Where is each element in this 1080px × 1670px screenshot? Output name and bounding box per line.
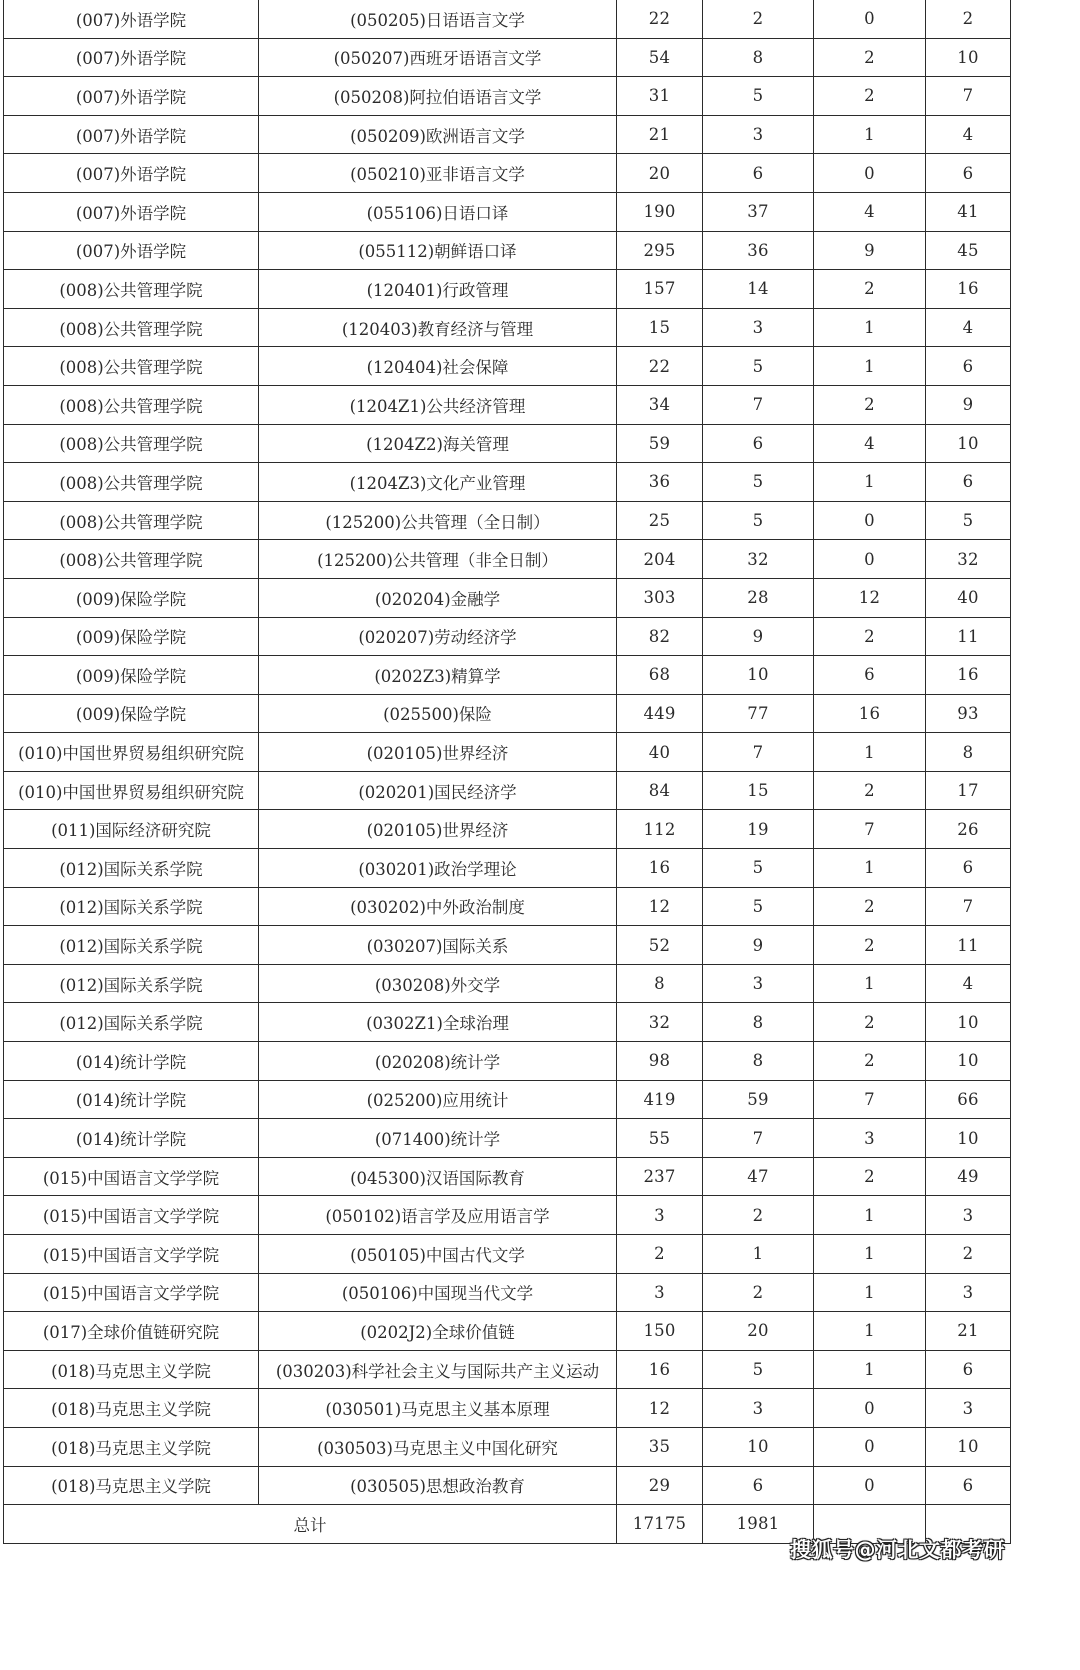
- major-cell: (020105)世界经济: [259, 810, 617, 849]
- major-cell: (030202)中外政治制度: [259, 887, 617, 926]
- college-cell: (018)马克思主义学院: [4, 1427, 259, 1466]
- admitted-cell: 2: [703, 1273, 814, 1312]
- admitted-cell: 15: [703, 771, 814, 810]
- applicants-cell: 16: [617, 1350, 703, 1389]
- college-cell: (011)国际经济研究院: [4, 810, 259, 849]
- college-cell: (007)外语学院: [4, 154, 259, 193]
- exempt-cell: 2: [814, 270, 926, 309]
- exempt-cell: 0: [814, 0, 926, 38]
- table-row: [4, 424, 1011, 463]
- admitted-cell: 7: [703, 733, 814, 772]
- total-admitted-cell: 6: [926, 1466, 1011, 1505]
- college-cell: (007)外语学院: [4, 77, 259, 116]
- total-admitted-cell: 40: [926, 578, 1011, 617]
- admitted-cell: 3: [703, 964, 814, 1003]
- exempt-cell: 3: [814, 1119, 926, 1158]
- college-cell: (008)公共管理学院: [4, 424, 259, 463]
- admitted-cell: 20: [703, 1312, 814, 1351]
- admitted-cell: 5: [703, 463, 814, 502]
- applicants-cell: 82: [617, 617, 703, 656]
- applicants-cell: 12: [617, 887, 703, 926]
- college-cell: (007)外语学院: [4, 192, 259, 231]
- total-admitted-cell: 6: [926, 463, 1011, 502]
- total-admitted-cell: 4: [926, 115, 1011, 154]
- admitted-cell: 1: [703, 1235, 814, 1274]
- total-admitted-cell: 10: [926, 1003, 1011, 1042]
- major-cell: (071400)统计学: [259, 1119, 617, 1158]
- admitted-cell: 28: [703, 578, 814, 617]
- applicants-cell: 303: [617, 578, 703, 617]
- admitted-cell: 5: [703, 501, 814, 540]
- admitted-cell: 8: [703, 1003, 814, 1042]
- total-admitted-cell: 3: [926, 1273, 1011, 1312]
- applicants-cell: 21: [617, 115, 703, 154]
- total-admitted-cell: 41: [926, 192, 1011, 231]
- total-admitted-cell: 21: [926, 1312, 1011, 1351]
- applicants-cell: 3: [617, 1273, 703, 1312]
- total-admitted-cell: 3: [926, 1389, 1011, 1428]
- college-cell: (015)中国语言文学学院: [4, 1157, 259, 1196]
- applicants-cell: 112: [617, 810, 703, 849]
- admitted-cell: 6: [703, 154, 814, 193]
- admitted-cell: 10: [703, 1427, 814, 1466]
- applicants-cell: 12: [617, 1389, 703, 1428]
- table-row: [4, 270, 1011, 309]
- admitted-cell: 37: [703, 192, 814, 231]
- major-cell: (050207)西班牙语语言文学: [259, 38, 617, 77]
- exempt-cell: 1: [814, 1235, 926, 1274]
- exempt-cell: 0: [814, 1427, 926, 1466]
- major-cell: (020201)国民经济学: [259, 771, 617, 810]
- applicants-cell: 150: [617, 1312, 703, 1351]
- college-cell: (008)公共管理学院: [4, 270, 259, 309]
- watermark-text: 搜狐号@河北文都考研: [790, 1538, 1005, 1562]
- applicants-cell: 34: [617, 385, 703, 424]
- exempt-cell: 7: [814, 1080, 926, 1119]
- table-row: [4, 1350, 1011, 1389]
- total-admitted-cell: 16: [926, 656, 1011, 695]
- total-admitted-cell: 11: [926, 617, 1011, 656]
- major-cell: (030207)国际关系: [259, 926, 617, 965]
- exempt-cell: 0: [814, 540, 926, 579]
- table-row: [4, 308, 1011, 347]
- admitted-cell: 6: [703, 1466, 814, 1505]
- major-cell: (120404)社会保障: [259, 347, 617, 386]
- total-admitted-cell: 49: [926, 1157, 1011, 1196]
- exempt-cell: 0: [814, 1466, 926, 1505]
- exempt-cell: 2: [814, 617, 926, 656]
- major-cell: (0202J2)全球价值链: [259, 1312, 617, 1351]
- total-admitted-cell: 26: [926, 810, 1011, 849]
- admitted-cell: 8: [703, 1042, 814, 1081]
- table-row: [4, 694, 1011, 733]
- college-cell: (015)中国语言文学学院: [4, 1235, 259, 1274]
- applicants-cell: 52: [617, 926, 703, 965]
- major-cell: (030505)思想政治教育: [259, 1466, 617, 1505]
- table-row: [4, 1466, 1011, 1505]
- college-cell: (018)马克思主义学院: [4, 1466, 259, 1505]
- major-cell: (1204Z1)公共经济管理: [259, 385, 617, 424]
- applicants-cell: 25: [617, 501, 703, 540]
- exempt-cell: 2: [814, 926, 926, 965]
- total-admitted-cell: 7: [926, 77, 1011, 116]
- total-admitted-cell: 6: [926, 154, 1011, 193]
- table-row: [4, 501, 1011, 540]
- college-cell: (007)外语学院: [4, 0, 259, 38]
- table-row: [4, 1003, 1011, 1042]
- applicants-cell: 15: [617, 308, 703, 347]
- applicants-cell: 157: [617, 270, 703, 309]
- major-cell: (0302Z1)全球治理: [259, 1003, 617, 1042]
- major-cell: (055106)日语口译: [259, 192, 617, 231]
- admitted-cell: 5: [703, 347, 814, 386]
- applicants-cell: 68: [617, 656, 703, 695]
- major-cell: (030201)政治学理论: [259, 849, 617, 888]
- exempt-cell: 1: [814, 1312, 926, 1351]
- admitted-cell: 9: [703, 617, 814, 656]
- admitted-cell: 7: [703, 1119, 814, 1158]
- major-cell: (1204Z3)文化产业管理: [259, 463, 617, 502]
- total-applicants-cell: 17175: [617, 1505, 703, 1544]
- applicants-cell: 84: [617, 771, 703, 810]
- exempt-cell: 1: [814, 308, 926, 347]
- total-admitted-cell: 10: [926, 1042, 1011, 1081]
- exempt-cell: 4: [814, 424, 926, 463]
- total-admitted-cell: 5: [926, 501, 1011, 540]
- college-cell: (007)外语学院: [4, 231, 259, 270]
- exempt-cell: 2: [814, 385, 926, 424]
- major-cell: (020204)金融学: [259, 578, 617, 617]
- admitted-cell: 14: [703, 270, 814, 309]
- applicants-cell: 98: [617, 1042, 703, 1081]
- college-cell: (014)统计学院: [4, 1042, 259, 1081]
- total-admitted-cell: 16: [926, 270, 1011, 309]
- total-admitted-cell: 1981: [703, 1505, 814, 1544]
- admitted-cell: 8: [703, 38, 814, 77]
- applicants-cell: 35: [617, 1427, 703, 1466]
- admitted-cell: 5: [703, 1350, 814, 1389]
- exempt-cell: 1: [814, 1350, 926, 1389]
- admitted-cell: 3: [703, 115, 814, 154]
- major-cell: (055112)朝鲜语口译: [259, 231, 617, 270]
- admitted-cell: 10: [703, 656, 814, 695]
- admitted-cell: 77: [703, 694, 814, 733]
- applicants-cell: 295: [617, 231, 703, 270]
- college-cell: (015)中国语言文学学院: [4, 1196, 259, 1235]
- major-cell: (025500)保险: [259, 694, 617, 733]
- exempt-cell: 1: [814, 733, 926, 772]
- college-cell: (010)中国世界贸易组织研究院: [4, 733, 259, 772]
- major-cell: (050205)日语语言文学: [259, 0, 617, 38]
- admissions-table: [3, 0, 1011, 1544]
- exempt-cell: 16: [814, 694, 926, 733]
- table-row: [4, 0, 1011, 38]
- admitted-cell: 59: [703, 1080, 814, 1119]
- admitted-cell: 32: [703, 540, 814, 579]
- applicants-cell: 22: [617, 347, 703, 386]
- exempt-cell: 2: [814, 887, 926, 926]
- college-cell: (015)中国语言文学学院: [4, 1273, 259, 1312]
- total-admitted-cell: 4: [926, 964, 1011, 1003]
- college-cell: (018)马克思主义学院: [4, 1389, 259, 1428]
- college-cell: (010)中国世界贸易组织研究院: [4, 771, 259, 810]
- exempt-cell: 1: [814, 463, 926, 502]
- table-row: [4, 617, 1011, 656]
- major-cell: (050105)中国古代文学: [259, 1235, 617, 1274]
- exempt-cell: 2: [814, 771, 926, 810]
- applicants-cell: 3: [617, 1196, 703, 1235]
- applicants-cell: 449: [617, 694, 703, 733]
- total-admitted-cell: 11: [926, 926, 1011, 965]
- table-row: [4, 192, 1011, 231]
- exempt-cell: 7: [814, 810, 926, 849]
- admitted-cell: 5: [703, 849, 814, 888]
- exempt-cell: 1: [814, 964, 926, 1003]
- total-admitted-cell: 10: [926, 38, 1011, 77]
- applicants-cell: 32: [617, 1003, 703, 1042]
- applicants-cell: 16: [617, 849, 703, 888]
- major-cell: (120403)教育经济与管理: [259, 308, 617, 347]
- admitted-cell: 3: [703, 308, 814, 347]
- college-cell: (008)公共管理学院: [4, 385, 259, 424]
- college-cell: (008)公共管理学院: [4, 347, 259, 386]
- table-row: [4, 1080, 1011, 1119]
- college-cell: (009)保险学院: [4, 694, 259, 733]
- major-cell: (120401)行政管理: [259, 270, 617, 309]
- table-row: [4, 733, 1011, 772]
- exempt-cell: 0: [814, 154, 926, 193]
- total-admitted-cell: 2: [926, 0, 1011, 38]
- admitted-cell: 6: [703, 424, 814, 463]
- table-row: [4, 771, 1011, 810]
- total-admitted-cell: 4: [926, 308, 1011, 347]
- exempt-cell: 1: [814, 115, 926, 154]
- major-cell: (045300)汉语国际教育: [259, 1157, 617, 1196]
- table-row: [4, 926, 1011, 965]
- exempt-cell: 12: [814, 578, 926, 617]
- table-row: [4, 578, 1011, 617]
- total-admitted-cell: 3: [926, 1196, 1011, 1235]
- exempt-cell: 0: [814, 501, 926, 540]
- major-cell: (030208)外交学: [259, 964, 617, 1003]
- college-cell: (009)保险学院: [4, 578, 259, 617]
- total-admitted-cell: 45: [926, 231, 1011, 270]
- total-admitted-cell: 2: [926, 1235, 1011, 1274]
- major-cell: (050208)阿拉伯语语言文学: [259, 77, 617, 116]
- applicants-cell: 22: [617, 0, 703, 38]
- applicants-cell: 31: [617, 77, 703, 116]
- major-cell: (125200)公共管理（全日制）: [259, 501, 617, 540]
- total-admitted-cell: 6: [926, 1350, 1011, 1389]
- applicants-cell: 237: [617, 1157, 703, 1196]
- total-admitted-cell: 32: [926, 540, 1011, 579]
- college-cell: (009)保险学院: [4, 656, 259, 695]
- admitted-cell: 36: [703, 231, 814, 270]
- major-cell: (030503)马克思主义中国化研究: [259, 1427, 617, 1466]
- college-cell: (007)外语学院: [4, 38, 259, 77]
- applicants-cell: 2: [617, 1235, 703, 1274]
- applicants-cell: 36: [617, 463, 703, 502]
- total-admitted-cell: 6: [926, 347, 1011, 386]
- table-row: [4, 385, 1011, 424]
- table-row: [4, 810, 1011, 849]
- major-cell: (0202Z3)精算学: [259, 656, 617, 695]
- applicants-cell: 55: [617, 1119, 703, 1158]
- table-row: [4, 849, 1011, 888]
- table-row: [4, 463, 1011, 502]
- major-cell: (030203)科学社会主义与国际共产主义运动: [259, 1350, 617, 1389]
- total-admitted-cell: 93: [926, 694, 1011, 733]
- table-row: [4, 1119, 1011, 1158]
- exempt-cell: 2: [814, 1003, 926, 1042]
- major-cell: (1204Z2)海关管理: [259, 424, 617, 463]
- total-admitted-cell: 9: [926, 385, 1011, 424]
- admitted-cell: 2: [703, 1196, 814, 1235]
- applicants-cell: 54: [617, 38, 703, 77]
- college-cell: (008)公共管理学院: [4, 540, 259, 579]
- major-cell: (050210)亚非语言文学: [259, 154, 617, 193]
- table-row: [4, 1157, 1011, 1196]
- table-row: [4, 347, 1011, 386]
- admitted-cell: 7: [703, 385, 814, 424]
- admitted-cell: 3: [703, 1389, 814, 1428]
- total-admitted-cell: 10: [926, 1427, 1011, 1466]
- applicants-cell: 190: [617, 192, 703, 231]
- exempt-cell: 9: [814, 231, 926, 270]
- admitted-cell: 5: [703, 77, 814, 116]
- table-row: [4, 1389, 1011, 1428]
- exempt-cell: 6: [814, 656, 926, 695]
- total-admitted-cell: 17: [926, 771, 1011, 810]
- exempt-cell: 2: [814, 1042, 926, 1081]
- exempt-cell: 0: [814, 1389, 926, 1428]
- table-row: [4, 1312, 1011, 1351]
- college-cell: (012)国际关系学院: [4, 926, 259, 965]
- table-row: [4, 38, 1011, 77]
- college-cell: (007)外语学院: [4, 115, 259, 154]
- major-cell: (025200)应用统计: [259, 1080, 617, 1119]
- college-cell: (009)保险学院: [4, 617, 259, 656]
- total-admitted-cell: 10: [926, 424, 1011, 463]
- exempt-cell: 4: [814, 192, 926, 231]
- applicants-cell: 204: [617, 540, 703, 579]
- college-cell: (008)公共管理学院: [4, 501, 259, 540]
- exempt-cell: 2: [814, 77, 926, 116]
- applicants-cell: 29: [617, 1466, 703, 1505]
- exempt-cell: 1: [814, 347, 926, 386]
- applicants-cell: 8: [617, 964, 703, 1003]
- exempt-cell: 1: [814, 1273, 926, 1312]
- major-cell: (050102)语言学及应用语言学: [259, 1196, 617, 1235]
- college-cell: (012)国际关系学院: [4, 1003, 259, 1042]
- table-row: [4, 1196, 1011, 1235]
- exempt-cell: 2: [814, 1157, 926, 1196]
- admissions-table-container: [3, 0, 1010, 1544]
- college-cell: (014)统计学院: [4, 1080, 259, 1119]
- college-cell: (012)国际关系学院: [4, 964, 259, 1003]
- applicants-cell: 59: [617, 424, 703, 463]
- major-cell: (050209)欧洲语言文学: [259, 115, 617, 154]
- college-cell: (014)统计学院: [4, 1119, 259, 1158]
- table-row: [4, 1427, 1011, 1466]
- total-admitted-cell: 6: [926, 849, 1011, 888]
- admitted-cell: 5: [703, 887, 814, 926]
- major-cell: (050106)中国现当代文学: [259, 1273, 617, 1312]
- major-cell: (020105)世界经济: [259, 733, 617, 772]
- table-row: [4, 154, 1011, 193]
- table-row: [4, 887, 1011, 926]
- college-cell: (018)马克思主义学院: [4, 1350, 259, 1389]
- table-row: [4, 231, 1011, 270]
- total-admitted-cell: 7: [926, 887, 1011, 926]
- total-admitted-cell: 10: [926, 1119, 1011, 1158]
- exempt-cell: 1: [814, 849, 926, 888]
- admitted-cell: 2: [703, 0, 814, 38]
- college-cell: (012)国际关系学院: [4, 849, 259, 888]
- college-cell: (008)公共管理学院: [4, 463, 259, 502]
- college-cell: (008)公共管理学院: [4, 308, 259, 347]
- table-body: [4, 0, 1011, 1543]
- table-row: [4, 964, 1011, 1003]
- table-row: [4, 115, 1011, 154]
- total-admitted-cell: 66: [926, 1080, 1011, 1119]
- exempt-cell: 1: [814, 1196, 926, 1235]
- college-cell: (017)全球价值链研究院: [4, 1312, 259, 1351]
- applicants-cell: 20: [617, 154, 703, 193]
- major-cell: (125200)公共管理（非全日制）: [259, 540, 617, 579]
- table-row: [4, 656, 1011, 695]
- table-row: [4, 1235, 1011, 1274]
- college-cell: (012)国际关系学院: [4, 887, 259, 926]
- table-row: [4, 1042, 1011, 1081]
- table-row: [4, 1273, 1011, 1312]
- major-cell: (020207)劳动经济学: [259, 617, 617, 656]
- total-admitted-cell: 8: [926, 733, 1011, 772]
- applicants-cell: 40: [617, 733, 703, 772]
- table-row: [4, 77, 1011, 116]
- admitted-cell: 19: [703, 810, 814, 849]
- major-cell: (030501)马克思主义基本原理: [259, 1389, 617, 1428]
- table-row: [4, 540, 1011, 579]
- exempt-cell: 2: [814, 38, 926, 77]
- applicants-cell: 419: [617, 1080, 703, 1119]
- major-cell: (020208)统计学: [259, 1042, 617, 1081]
- total-label-cell: 总计: [4, 1505, 617, 1544]
- admitted-cell: 9: [703, 926, 814, 965]
- admitted-cell: 47: [703, 1157, 814, 1196]
